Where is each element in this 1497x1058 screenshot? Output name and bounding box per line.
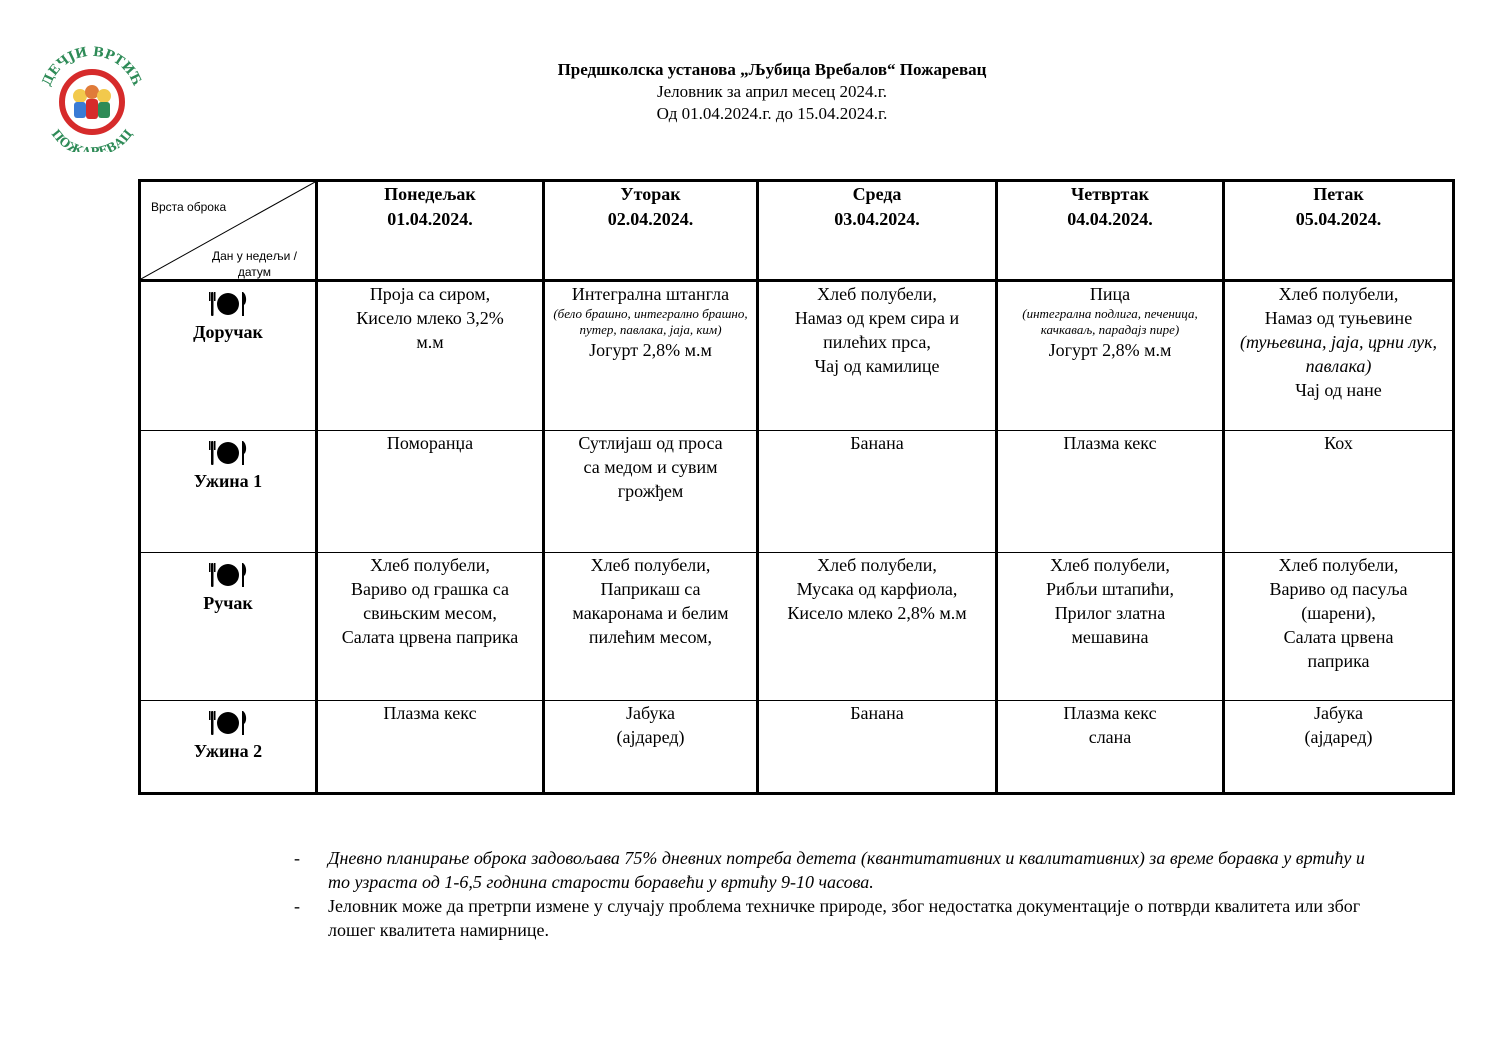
meal-label: Ужина 1 (193, 471, 263, 491)
menu-cell (1224, 431, 1454, 553)
day-header-friday: Петак 05.04.2024. (1224, 181, 1454, 281)
menu-cell (997, 281, 1224, 431)
meal-label: Доручак (193, 322, 263, 342)
menu-table (138, 179, 1455, 795)
menu-line: Чај од камилице (814, 356, 940, 376)
menu-line: Вариво од грашка са (350, 579, 510, 599)
menu-line: Кисело млеко 2,8% м.м (787, 603, 967, 623)
note-item: - Дневно планирање оброка задовољава 75% дневних потреба детета (квантитативних и квалитативних) за време боравка у вртићу и то узраста од 1-6,5 годнина старости боравећи у вртићу 9-10 часова. (294, 848, 1365, 892)
plate-icon (208, 709, 248, 737)
plate-icon (208, 561, 248, 589)
menu-cell (758, 701, 997, 794)
menu-line: свињским месом, (363, 603, 497, 623)
menu-line: са медом и сувим (583, 457, 718, 477)
menu-line: мешавина (1071, 627, 1149, 647)
menu-cell (1224, 281, 1454, 431)
menu-line: Чај од нане (1295, 380, 1382, 400)
menu-line: Интегрална штангла (571, 284, 730, 304)
meal-label-cell (140, 431, 317, 553)
plate-icon (208, 290, 248, 318)
menu-cell (544, 431, 758, 553)
menu-cell (997, 553, 1224, 701)
menu-line: макаронама и белим (572, 603, 729, 623)
notes-list (292, 846, 1382, 942)
kindergarten-logo (30, 42, 150, 152)
menu-line: Вариво од пасуља (1269, 579, 1408, 599)
menu-line: Пица (1089, 284, 1131, 304)
menu-line: (ајдаред) (616, 727, 685, 747)
ingredients-note: (туњевина, јаја, црни лук, павлака) (1239, 332, 1438, 376)
ingredients-note: (интегрална подлига, печеница, качкаваљ, парадајз пире) (1022, 306, 1198, 337)
day-header-tuesday: Уторак 02.04.2024. (544, 181, 758, 281)
menu-cell (544, 281, 758, 431)
menu-line: Хлеб полубели, (1278, 555, 1399, 575)
menu-line: Хлеб полубели, (817, 555, 937, 575)
table-row-breakfast (140, 281, 1454, 431)
day-header-wednesday: Среда 03.04.2024. (758, 181, 997, 281)
menu-line: Јабука (1314, 703, 1363, 723)
ingredients-note: (бело брашно, интегрално брашно, путер, павлака, јаја, ким) (553, 306, 748, 337)
menu-cell (997, 431, 1224, 553)
menu-line: Намаз од крем сира и (794, 308, 960, 328)
menu-line: Хлеб полубели, (370, 555, 490, 575)
menu-line: Јабука (626, 703, 675, 723)
menu-cell (317, 553, 544, 701)
menu-line: м.м (416, 332, 444, 352)
menu-line: Мусака од карфиола, (796, 579, 958, 599)
meal-label-cell (140, 281, 317, 431)
menu-line: (ајдаред) (1304, 727, 1373, 747)
corner-meal-type-label: Врста оброка (151, 200, 227, 214)
menu-line: Салата црвена паприка (341, 627, 519, 647)
table-row-lunch (140, 553, 1454, 701)
menu-period: Од 01.04.2024.г. до 15.04.2024.г. (656, 104, 888, 123)
menu-cell (317, 431, 544, 553)
table-row-snack-2 (140, 701, 1454, 794)
menu-line: Хлеб полубели, (590, 555, 711, 575)
menu-line: Намаз од туњевине (1264, 308, 1413, 328)
menu-line: Плазма кекс (1063, 433, 1157, 453)
menu-line: Јогурт 2,8% м.м (1048, 340, 1172, 360)
meal-label: Ужина 2 (193, 741, 263, 761)
menu-line: Хлеб полубели, (1050, 555, 1170, 575)
menu-line: Проја са сиром, (369, 284, 491, 304)
menu-line: Сутлијаш од проса (578, 433, 723, 453)
day-header-thursday: Четвртак 04.04.2024. (997, 181, 1224, 281)
menu-cell (544, 701, 758, 794)
menu-title: Јеловник за април месец 2024.г. (656, 82, 888, 101)
corner-cell (140, 181, 317, 281)
menu-line: слана (1088, 727, 1132, 747)
menu-line: Плазма кекс (383, 703, 477, 723)
menu-line: Хлеб полубели, (1278, 284, 1399, 304)
table-header-row (140, 181, 1454, 281)
meal-label-cell (140, 553, 317, 701)
menu-line: паприка (1307, 651, 1370, 671)
menu-line: Паприкаш са (600, 579, 701, 599)
menu-line: пилећих прса, (823, 332, 931, 352)
note-item: - Јеловник може да претрпи измене у случају проблема техничке природе, због недостатка документације о потврди квалитета или због лошег квалитета намирнице. (294, 896, 1361, 940)
menu-line: (шарени), (1301, 603, 1376, 623)
organization-title: Предшколска установа „Љубица Вребалов“ Пожаревац (557, 60, 987, 79)
logo-arc-top: ДЕЧЈИ ВРТИЋ (39, 44, 145, 89)
corner-day-label: Дан у недељи / датум (211, 249, 297, 279)
menu-cell (317, 281, 544, 431)
meal-label: Ручак (203, 593, 253, 613)
menu-cell (758, 553, 997, 701)
day-header-monday: Понедељак 01.04.2024. (317, 181, 544, 281)
menu-line: Поморанџа (386, 433, 474, 453)
menu-line: Банана (850, 703, 904, 723)
table-row-snack-1 (140, 431, 1454, 553)
menu-line: пилећим месом, (588, 627, 713, 647)
menu-line: Хлеб полубели, (817, 284, 937, 304)
menu-cell (544, 553, 758, 701)
menu-line: Прилог златна (1054, 603, 1166, 623)
menu-cell (758, 281, 997, 431)
logo-arc-bottom: ПОЖАРЕВАЦ (48, 126, 136, 152)
menu-cell (997, 701, 1224, 794)
menu-line: Банана (850, 433, 904, 453)
plate-icon (208, 439, 248, 467)
menu-cell (758, 431, 997, 553)
menu-line: грожђем (617, 481, 684, 501)
menu-line: Салата црвена (1283, 627, 1394, 647)
document-header (372, 58, 1172, 125)
menu-line: Рибљи штапићи, (1045, 579, 1175, 599)
menu-cell (1224, 553, 1454, 701)
menu-line: Плазма кекс (1063, 703, 1157, 723)
menu-line: Кох (1324, 433, 1353, 453)
menu-cell (317, 701, 544, 794)
meal-label-cell (140, 701, 317, 794)
menu-line: Кисело млеко 3,2% (356, 308, 504, 328)
menu-cell (1224, 701, 1454, 794)
menu-line: Јогурт 2,8% м.м (589, 340, 712, 360)
